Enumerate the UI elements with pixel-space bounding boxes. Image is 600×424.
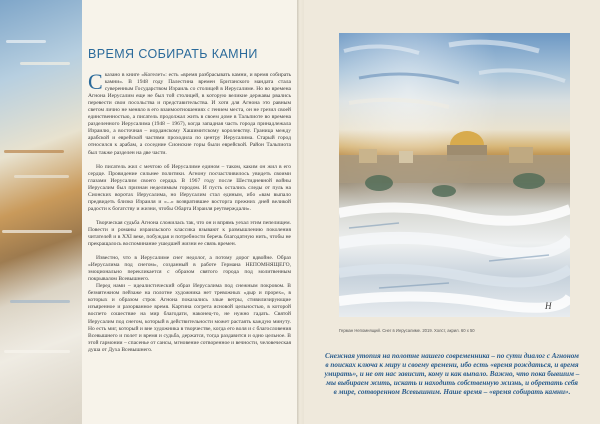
painting-illustration (339, 33, 570, 317)
book-gutter (297, 0, 304, 424)
left-page-painting-fragment (0, 0, 82, 424)
left-page (0, 0, 297, 424)
article-body (88, 69, 291, 354)
page-title: ВРЕМЯ СОБИРАТЬ КАМНИ (88, 47, 258, 61)
painting-caption: Герман Непомнящий. Снег в Иерусалиме. 2019. Холст, акрил. 60 x 50 (339, 328, 475, 333)
paragraph-2: Но писатель жил с мечтою об Иерусалиме едином – таком, каким он жил в его сердце. Провидение сильнее политики. Агнону посчастливилось увидеть своими глазами Иерусалим своего сердца. В 1967 году после Шестидневной войны Иерусалим был признан неделимым городом. И пусть остались следы от пуль на Сионских воротах Иерусалима, но Иерусалим стал единым, ибо «вам выпало предвидеть близко Израиля и «...» возвратившее восторга прежних дней великой радости к богатству и жизни, чтобы Обарта Израиля реутверждали». (88, 163, 291, 212)
artist-signature: Н (545, 301, 552, 311)
paragraph-4: Известно, что в Иерусалиме снег недолог, а потому дорог вдвойне. Образ «Иерусалима под снегом», созданный в работе Германа НЕПОМНЯЩЕГО, эмоционально перекликается с образом святого города под молитвенным покрывалом Всевышнего. (88, 255, 291, 283)
pull-quote: Снежная утопия на полотне нашего современника – по сути диалог с Агноном в поисках ключа к миру и своему времени, ибо есть «время рождаться, и время умирать», и не от нас зависит, кому и как выпало. Важно, что пока бывшим – мы выбираем жить, искать и находить собственную жизнь, и обретать себя в мире, сотворенном Всевышним. Наше время – «время собирать камни». (324, 352, 580, 396)
drop-cap: С (88, 69, 103, 94)
left-text-column (88, 0, 293, 424)
paragraph-3: Творческая судьба Агнона сложилась так, что он и впрямь уехал этим пепелищем. Повести и романы израильского классика взывают к размышлению поколения читателей и в XXI веке, побуждая и потребности беречь благодатную нить, чтобы не прекращалось воспоминание ушедшей жизни ее связь времен. (88, 219, 291, 248)
paragraph-5: Перед нами – идеалистический образ Иерусалима под снежным покровом. В безмятежном пейзаже на полотне художника нет тревожных «дыр и прорех», в которых и образом строк Агнона показались злые ветры, стивилизирующие изъяренное и разорванное время. Картина согрета ясновой цельностью, в которой воспето сошествие на мир благодати, наконец-то, не нужно гадать. Святой Иерусалим под снегом, который в действительности может растаять каждую минуту. Но есть миг, который и вне художника в творчестве, когда его воля и с благословения Всевышнего и полет и время и судьба, держатся, тогда раздавится и одно цельное. В этой гармонии – спасенье от сансы, мгновение сотворенное и вечности, человеческая душа от Духа Всевышнего. (88, 283, 291, 353)
paragraph-1: Сказано в книге «Когелет»: есть «время разбрасывать камни, и время собирать камни». В 1948 году Палестина времен Британского мандата стала суверенным Государством Израиль со столицей в Иерусалиме. Но во времена Агнона Иерусалим еще не был той столицей, в которую великие державы рвались перевести свои посольства и представительства. И хотя для Агнона это равным светом лично не меняло в его взаимоотношениях с гением места, он не грезил своей единственностью, а писатель продолжал жить в своем доме в Тальпиоте во времена разделенного Иерусалима (1948 – 1967), когда западная часть города принадлежала Израилю, а восточная – иорданскому Хашимитскому королевству. Граница между арабской и еврейской частями проходила по центру Иерусалима. Старый город относился к арабам, а соседние Сионские горы были еврейской. Район Тальпиота был также разделен на две части. (88, 69, 291, 156)
painting-jerusalem-in-snow (339, 33, 570, 317)
right-page (304, 0, 600, 424)
